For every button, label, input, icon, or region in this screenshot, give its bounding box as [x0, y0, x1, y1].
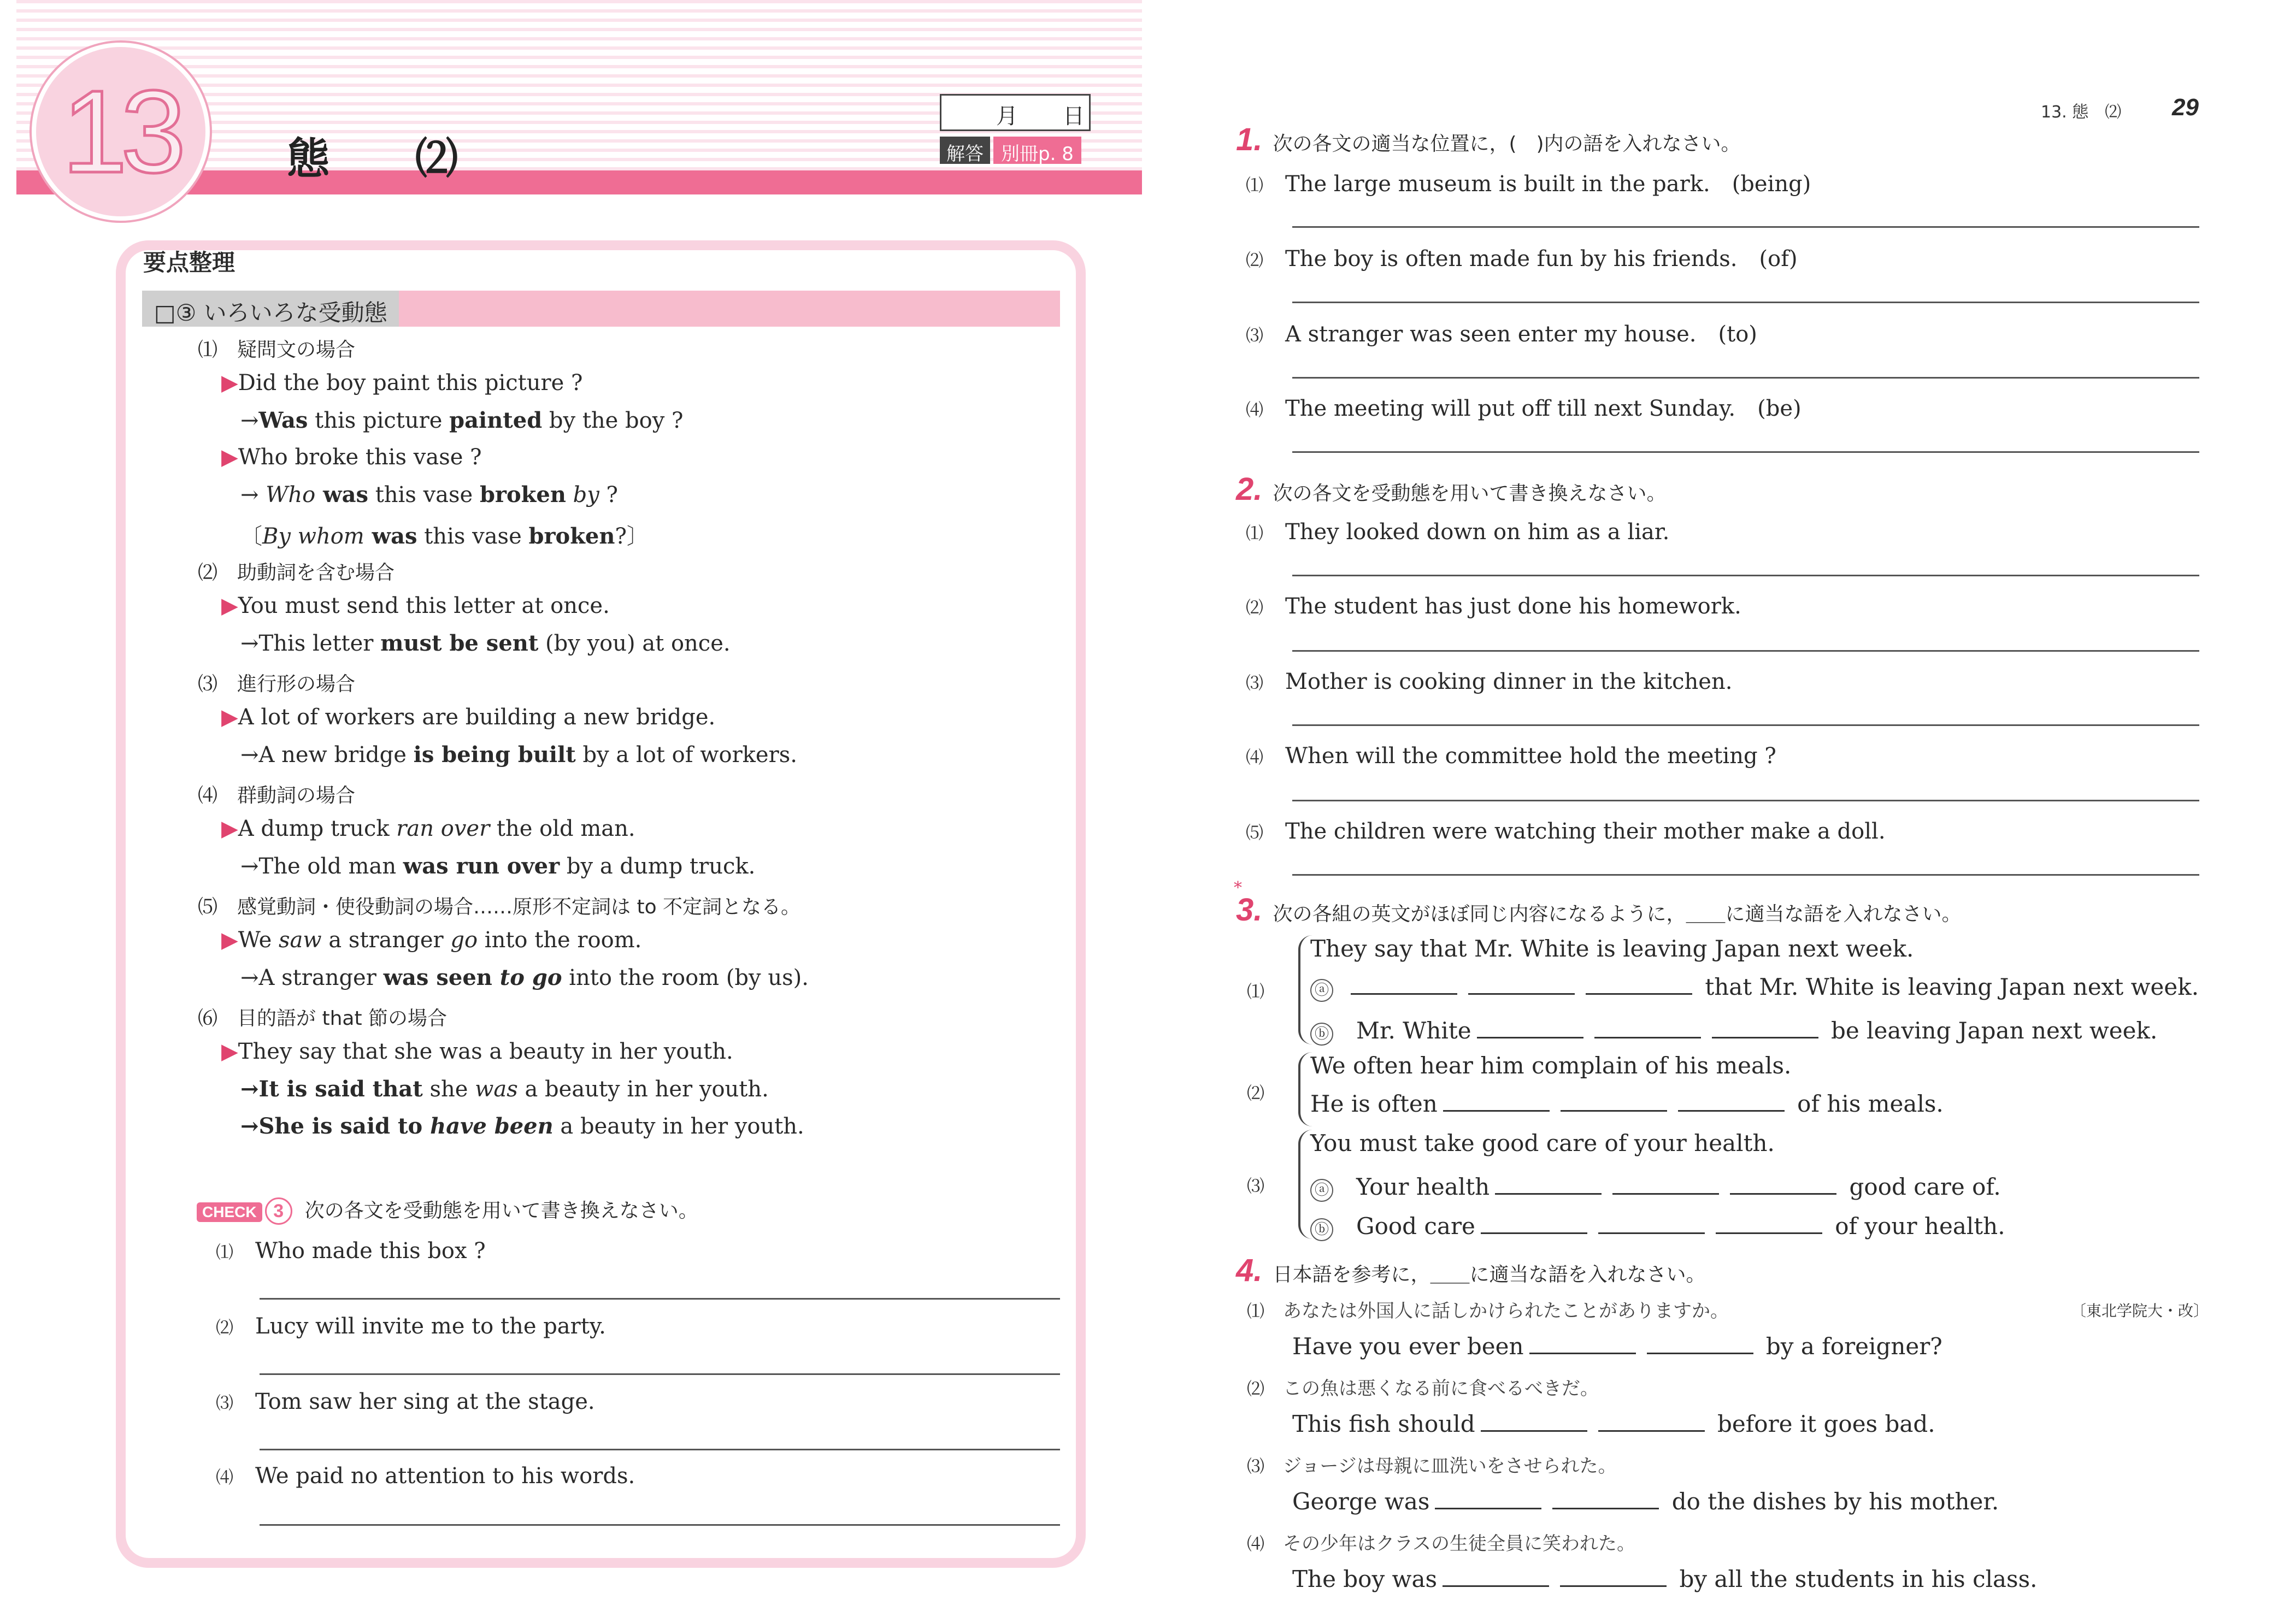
- blank[interactable]: [1678, 1091, 1785, 1112]
- summary-item-5-heading: ⑸ 感覚動詞・使役動詞の場合……原形不定詞は to 不定詞となる。: [198, 896, 801, 918]
- answer-line[interactable]: [260, 1524, 1060, 1526]
- summary-item-4-heading: ⑷ 群動詞の場合: [198, 784, 356, 807]
- blank[interactable]: [1529, 1334, 1636, 1354]
- q4-item-3-jp: ⑶ ジョージは母親に皿洗いをさせられた。: [1247, 1455, 1617, 1477]
- triangle-bullet-icon: ▶: [221, 816, 238, 841]
- blank[interactable]: [1598, 1412, 1705, 1432]
- summary-item-6-heading: ⑹ 目的語が that 節の場合: [198, 1007, 448, 1030]
- group-1-a: ⓐ that Mr. White is leaving Japan next week.: [1310, 973, 2199, 1002]
- q2-item-5: ⑸ The children were watching their mother make a doll.: [1246, 819, 1886, 844]
- question-instruction: 次の各組の英文がほぼ同じ内容になるように，＿＿に適当な語を入れなさい。: [1273, 903, 1962, 925]
- answer-line[interactable]: [1292, 575, 2199, 576]
- group-2-line-1: We often hear him complain of his meals.: [1310, 1052, 1792, 1079]
- q2-item-3: ⑶ Mother is cooking dinner in the kitchen.: [1246, 669, 1733, 694]
- example-answer-line: →This letter must be sent (by you) at once.: [240, 630, 731, 656]
- question-number: 2.: [1236, 471, 1263, 507]
- check-badge: CHECK: [197, 1202, 262, 1222]
- blank[interactable]: [1647, 1334, 1753, 1354]
- group-number: ⑵: [1247, 1083, 1265, 1103]
- summary-item-2-heading: ⑵ 助動詞を含む場合: [198, 562, 395, 584]
- answer-line[interactable]: [1292, 724, 2199, 726]
- group-1-b: ⓑ Mr. White be leaving Japan next week.: [1310, 1013, 2157, 1046]
- q1-item-2: ⑵ The boy is often made fun by his friends. (of): [1246, 246, 1798, 272]
- answer-line[interactable]: [1292, 226, 2199, 228]
- q2-item-1: ⑴ They looked down on him as a liar.: [1246, 520, 1670, 545]
- blank[interactable]: [1552, 1489, 1659, 1509]
- answer-page-ref: 別冊p. 8: [993, 137, 1081, 164]
- blank[interactable]: [1477, 1018, 1583, 1038]
- check-instruction: 次の各文を受動態を用いて書き換えなさい。: [304, 1200, 698, 1222]
- q2-item-4: ⑷ When will the committee hold the meeting ?: [1246, 743, 1776, 769]
- q1-item-1: ⑴ The large museum is built in the park. (being): [1246, 172, 1811, 197]
- answer-reference: [940, 137, 1081, 164]
- blank[interactable]: [1712, 1018, 1818, 1038]
- blank[interactable]: [1435, 1489, 1541, 1509]
- blank[interactable]: [1495, 1175, 1602, 1195]
- q2-item-2: ⑵ The student has just done his homework.: [1246, 594, 1741, 619]
- triangle-bullet-icon: ▶: [221, 1039, 238, 1064]
- question-instruction: 次の各文を受動態を用いて書き換えなさい。: [1273, 482, 1667, 505]
- group-3-line: You must take good care of your health.: [1310, 1130, 1775, 1156]
- date-box[interactable]: [940, 94, 1091, 131]
- q4-item-1-jp: ⑴ あなたは外国人に話しかけられたことがありますか。: [1247, 1300, 1729, 1322]
- q4-item-1-en: Have you ever been by a foreigner?: [1292, 1333, 1942, 1360]
- q4-item-4-jp: ⑷ その少年はクラスの生徒全員に笑われた。: [1247, 1533, 1635, 1555]
- example-text: Did the boy paint this picture ?: [238, 370, 583, 396]
- answer-line[interactable]: [260, 1298, 1060, 1300]
- summary-item-3-heading: ⑶ 進行形の場合: [198, 673, 356, 695]
- example-line: ▶A dump truck ran over the old man.: [221, 816, 635, 841]
- q4-item-4-en: The boy was by all the students in his class.: [1292, 1566, 2038, 1592]
- example-line: ▶A lot of workers are building a new bridge.: [221, 705, 716, 730]
- source-citation: 〔東北学院大・改〕: [2071, 1302, 2209, 1320]
- question-number: 4.: [1236, 1253, 1263, 1288]
- date-day-label: 日: [1063, 104, 1085, 129]
- example-answer-line: → Who was this vase broken by ?: [240, 482, 619, 507]
- blank[interactable]: [1560, 1567, 1667, 1587]
- blank[interactable]: [1598, 1214, 1705, 1234]
- chapter-title: 態: [287, 134, 330, 184]
- example-line: ▶They say that she was a beauty in her youth.: [221, 1039, 733, 1064]
- q4-item-2-jp: ⑵ この魚は悪くなる前に食べるべきだ。: [1247, 1378, 1599, 1400]
- answer-line[interactable]: [260, 1449, 1060, 1450]
- check-number: 3: [265, 1197, 292, 1225]
- blank[interactable]: [1481, 1412, 1587, 1432]
- blank[interactable]: [1594, 1018, 1701, 1038]
- check-item-3: ⑶ Tom saw her sing at the stage.: [216, 1389, 595, 1414]
- question-instruction: 次の各文の適当な位置に，( )内の語を入れなさい。: [1273, 133, 1741, 155]
- question-3-header: [1236, 892, 1961, 928]
- q1-item-3: ⑶ A stranger was seen enter my house. (to): [1246, 322, 1757, 347]
- q4-item-2-en: This fish should before it goes bad.: [1292, 1410, 1935, 1437]
- question-4-header: [1236, 1252, 1705, 1289]
- example-answer-line: →A stranger was seen to go into the room (by us).: [240, 965, 809, 990]
- example-line: ▶We saw a stranger go into the room.: [221, 928, 642, 953]
- answer-line[interactable]: [260, 1373, 1060, 1375]
- blank[interactable]: [1612, 1175, 1719, 1195]
- item-label: 疑問文の場合: [237, 339, 356, 361]
- item-number: ⑴: [198, 339, 218, 361]
- group-1-line: They say that Mr. White is leaving Japan next week.: [1310, 935, 1914, 962]
- example-line: [221, 370, 582, 396]
- example-answer-line: →She is said to have been a beauty in her youth.: [240, 1113, 804, 1139]
- question-number: 1.: [1236, 122, 1263, 157]
- example-line: [221, 445, 482, 470]
- difficulty-star-icon: *: [1234, 878, 1242, 898]
- question-1-header: [1236, 121, 1741, 158]
- chapter-number: 13: [62, 66, 180, 197]
- blank[interactable]: [1716, 1214, 1822, 1234]
- check-item-2: ⑵ Lucy will invite me to the party.: [216, 1314, 606, 1339]
- example-answer-line: →It is said that she was a beauty in her youth.: [240, 1076, 769, 1102]
- triangle-bullet-icon: ▶: [221, 928, 238, 953]
- answer-line[interactable]: [1292, 874, 2199, 876]
- answer-label: 解答: [940, 137, 990, 164]
- blank[interactable]: [1481, 1214, 1587, 1234]
- group-3-b: ⓑ Good care of your health.: [1310, 1208, 2005, 1241]
- check-item-4: ⑷ We paid no attention to his words.: [216, 1463, 635, 1489]
- summary-heading: 要点整理: [143, 249, 236, 276]
- blank[interactable]: [1443, 1091, 1550, 1112]
- chapter-subtitle: ⑵: [415, 134, 458, 184]
- answer-line[interactable]: [1292, 302, 2199, 303]
- example-alt-line: 〔By whom was this vase broken?〕: [240, 523, 649, 549]
- group-number: ⑶: [1247, 1176, 1265, 1196]
- blank[interactable]: [1351, 975, 1457, 995]
- blank[interactable]: [1586, 975, 1692, 995]
- blank[interactable]: [1443, 1567, 1549, 1587]
- question-instruction: 日本語を参考に，＿＿に適当な語を入れなさい。: [1273, 1264, 1706, 1286]
- date-month-label: 月: [996, 104, 1018, 129]
- example-answer-line: →The old man was run over by a dump truck.: [240, 853, 756, 879]
- triangle-bullet-icon: ▶: [221, 593, 238, 618]
- page-number: 29: [2172, 94, 2199, 121]
- triangle-bullet-icon: ▶: [221, 705, 238, 730]
- answer-line[interactable]: [1292, 650, 2199, 652]
- summary-item-1-heading: [198, 334, 355, 362]
- section-title: □③ いろいろな受動態: [154, 299, 387, 326]
- chapter-number-badge: [32, 43, 210, 221]
- triangle-bullet-icon: ▶: [221, 445, 238, 470]
- question-number: 3.: [1236, 892, 1263, 928]
- triangle-bullet-icon: ▶: [221, 370, 238, 396]
- q4-item-3-en: George was do the dishes by his mother.: [1292, 1488, 1999, 1515]
- check-header: [197, 1195, 698, 1225]
- example-answer-line: →Was this picture painted by the boy ?: [240, 408, 684, 433]
- q1-item-4: ⑷ The meeting will put off till next Sunday. (be): [1246, 396, 1802, 421]
- blank[interactable]: [1730, 1175, 1836, 1195]
- group-2-line-2: He is often of his meals.: [1310, 1090, 1944, 1117]
- example-answer-line: →A new bridge is being built by a lot of workers.: [240, 742, 797, 768]
- question-2-header: [1236, 471, 1666, 507]
- blank[interactable]: [1561, 1091, 1667, 1112]
- check-item-1: ⑴ Who made this box ?: [216, 1238, 486, 1264]
- blank[interactable]: [1468, 975, 1575, 995]
- example-line: ▶You must send this letter at once.: [221, 593, 610, 618]
- group-number: ⑴: [1247, 981, 1265, 1002]
- answer-line[interactable]: [1292, 800, 2199, 801]
- group-3-a: ⓐ Your health good care of.: [1310, 1169, 2001, 1202]
- running-header: 13. 態 ⑵: [2041, 103, 2122, 122]
- answer-line[interactable]: [1292, 451, 2199, 453]
- answer-line[interactable]: [1292, 377, 2199, 379]
- example-text: Who broke this vase ?: [238, 445, 482, 470]
